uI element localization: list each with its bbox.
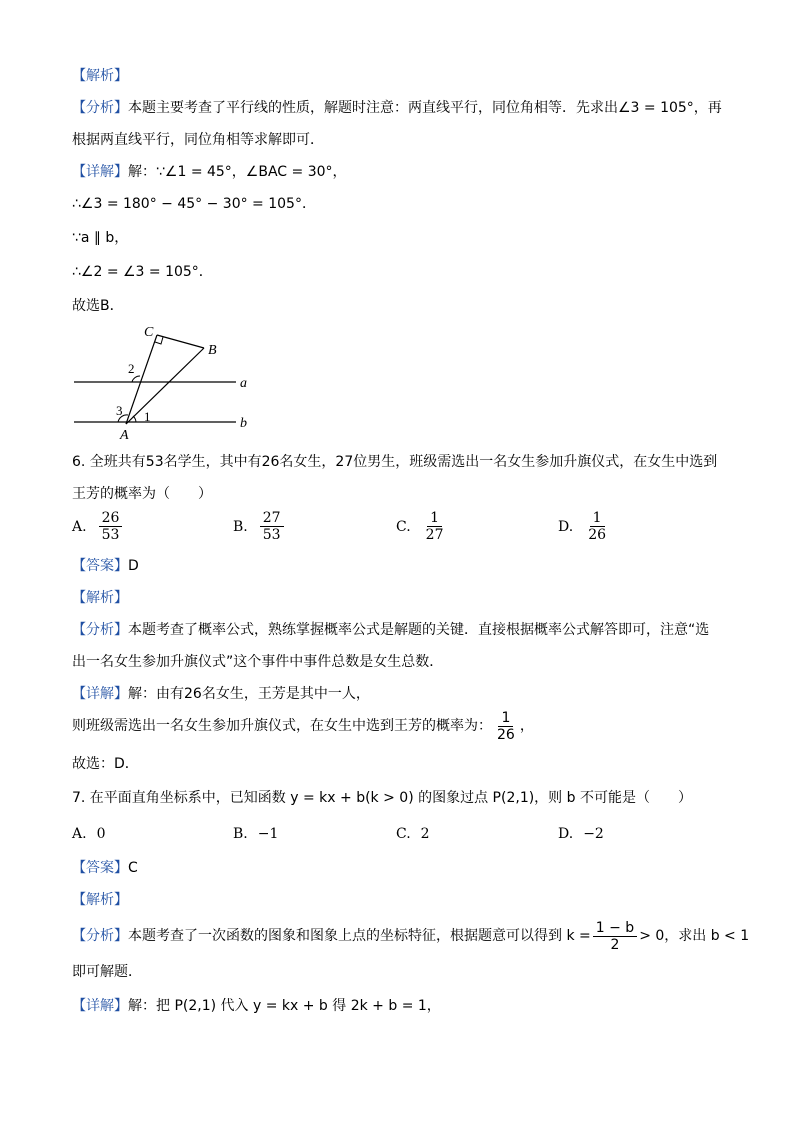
angle-arc-1 bbox=[133, 416, 136, 422]
analysis-text: 本题考查了一次函数的图象和图象上点的坐标特征，根据题意可以得到 k = bbox=[128, 928, 591, 944]
solution-step: ∴∠2 = ∠3 = 105°． bbox=[72, 264, 213, 280]
detail-text: 解：∵∠1 = 45°，∠BAC = 30°， bbox=[128, 164, 347, 180]
option-c[interactable] bbox=[396, 826, 430, 842]
segment-ab bbox=[126, 348, 204, 424]
detail-line bbox=[72, 996, 441, 1016]
label-b: B bbox=[208, 343, 217, 358]
solution-step: ∴∠3 = 180° − 45° − 30° = 105°． bbox=[72, 196, 316, 212]
option-label: B. bbox=[233, 826, 248, 842]
question-6-stem-2: 王芳的概率为（ ） bbox=[72, 486, 212, 502]
segment-cb bbox=[157, 335, 204, 348]
analysis-line bbox=[72, 918, 749, 954]
label-angle-2: 2 bbox=[128, 361, 135, 376]
answer-line bbox=[72, 858, 138, 878]
option-fraction: $\frac{1}{26}$ bbox=[588, 510, 607, 543]
analysis-line bbox=[72, 620, 709, 640]
solution-step: 故选B． bbox=[72, 298, 124, 314]
detail-text: 解：由有26名女生，王芳是其中一人， bbox=[128, 686, 370, 702]
label-a-point: A bbox=[120, 428, 129, 443]
analysis-tag: 【分析】 bbox=[72, 100, 128, 116]
detail-tag: 【详解】 bbox=[72, 686, 128, 702]
analysis-header: 【解析】 bbox=[72, 590, 128, 606]
segment-ac bbox=[126, 335, 157, 424]
option-d[interactable] bbox=[558, 826, 604, 842]
detail-probability-line: 则班级需选出一名女生参加升旗仪式，在女生中选到王芳的概率为： $\frac{1}{26}$ ， bbox=[72, 709, 534, 743]
answer-line bbox=[72, 556, 139, 576]
option-label: B. bbox=[233, 518, 248, 535]
option-b[interactable] bbox=[233, 826, 278, 842]
label-angle-3: 3 bbox=[116, 403, 123, 418]
detail-line bbox=[72, 684, 370, 704]
option-label: C. bbox=[396, 826, 411, 842]
option-label: D. bbox=[558, 518, 574, 535]
label-c: C bbox=[144, 325, 154, 340]
question-7-stem: 7. 在平面直角坐标系中，已知函数 y = kx + b(k > 0) 的图象过点 P(2,1)，则 b 不可能是（ ） bbox=[72, 790, 692, 806]
question-6-stem: 6. 全班共有53名学生，其中有26名女生，27位男生，班级需选出一名女生参加升旗仪式，在女生中选到 bbox=[72, 454, 718, 470]
option-text: −2 bbox=[583, 826, 604, 842]
label-line-a: a bbox=[240, 376, 247, 391]
option-fraction: $\frac{1}{27}$ bbox=[425, 510, 444, 543]
detail-text: 解：把 P(2,1) 代入 y = kx + b 得 2k + b = 1， bbox=[128, 998, 441, 1014]
option-fraction: $\frac{26}{53}$ bbox=[99, 510, 123, 543]
option-a[interactable] bbox=[72, 510, 124, 543]
angle-arc-2 bbox=[132, 376, 140, 382]
option-label: A. bbox=[72, 518, 87, 535]
option-d[interactable] bbox=[558, 510, 611, 543]
k-fraction: $\frac{1 - b}{2}$ bbox=[593, 920, 637, 953]
label-angle-1: 1 bbox=[144, 409, 151, 424]
detail-text: 则班级需选出一名女生参加升旗仪式，在女生中选到王芳的概率为： bbox=[72, 718, 492, 734]
detail-tag: 【详解】 bbox=[72, 164, 128, 180]
analysis-line bbox=[72, 98, 722, 118]
analysis-tag: 【分析】 bbox=[72, 622, 128, 638]
analysis-text: 本题考查了概率公式，熟练掌握概率公式是解题的关键．直接根据概率公式解答即可，注意“选 bbox=[128, 622, 710, 638]
analysis-header: 【解析】 bbox=[72, 892, 128, 908]
option-c[interactable] bbox=[396, 510, 449, 543]
parallel-lines-figure bbox=[60, 320, 280, 450]
analysis-text: 本题主要考查了平行线的性质，解题时注意：两直线平行，同位角相等．先求出∠3 = 105°，再 bbox=[128, 100, 722, 116]
solution-step: 故选：D． bbox=[72, 756, 139, 772]
label-line-b: b bbox=[240, 416, 247, 431]
answer-tag: 【答案】 bbox=[72, 860, 128, 876]
option-text: −1 bbox=[257, 826, 279, 842]
answer-value: D bbox=[128, 558, 139, 574]
option-fraction: $\frac{27}{53}$ bbox=[260, 510, 284, 543]
detail-tag: 【详解】 bbox=[72, 998, 128, 1014]
option-a[interactable] bbox=[72, 826, 105, 842]
analysis-tag: 【分析】 bbox=[72, 928, 128, 944]
option-text: 0 bbox=[96, 826, 106, 842]
option-label: D. bbox=[558, 826, 574, 842]
detail-line bbox=[72, 162, 347, 182]
option-label: C. bbox=[396, 518, 411, 535]
option-label: A. bbox=[72, 826, 87, 842]
option-text: 2 bbox=[420, 826, 430, 842]
option-b[interactable] bbox=[233, 510, 286, 543]
analysis-line-2: 出一名女生参加升旗仪式”这个事件中事件总数是女生总数． bbox=[72, 654, 444, 670]
analysis-header: 【解析】 bbox=[72, 68, 128, 84]
answer-tag: 【答案】 bbox=[72, 558, 128, 574]
analysis-line-2: 根据两直线平行，同位角相等求解即可． bbox=[72, 132, 324, 148]
solution-step: ∵a ∥ b， bbox=[72, 230, 129, 246]
probability-fraction: $\frac{1}{26}$ bbox=[497, 709, 515, 743]
analysis-text: > 0，求出 b < 1 bbox=[639, 928, 750, 944]
answer-value: C bbox=[128, 860, 138, 876]
analysis-line-2: 即可解题． bbox=[72, 964, 142, 980]
